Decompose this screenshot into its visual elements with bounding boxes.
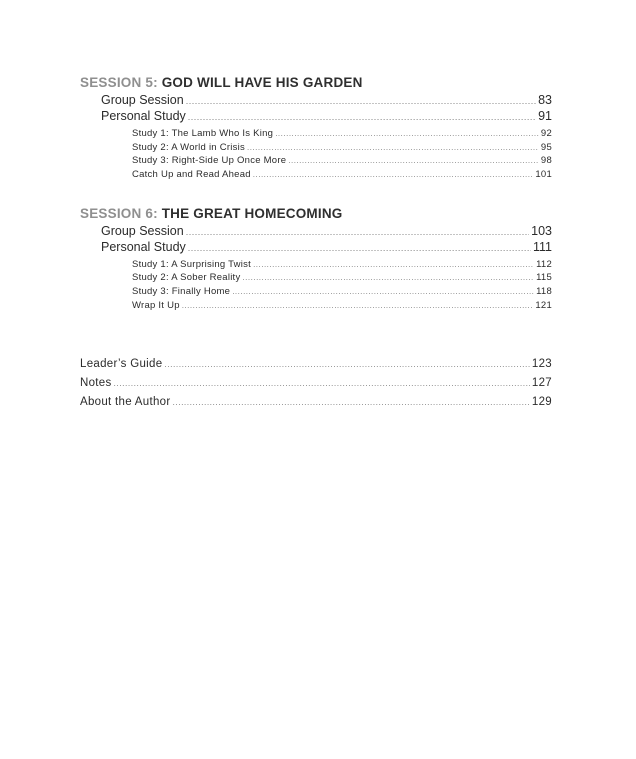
toc-entry-page: 91 bbox=[538, 109, 552, 123]
toc-entry-page: 123 bbox=[531, 357, 552, 370]
dot-leader bbox=[242, 271, 534, 285]
toc-entry-label: Study 2: A World in Crisis bbox=[132, 141, 245, 153]
toc-study-entry[interactable] bbox=[80, 299, 552, 313]
toc-study-entry[interactable] bbox=[80, 258, 552, 272]
toc-entry[interactable] bbox=[80, 108, 552, 124]
toc-entry-page: 103 bbox=[531, 223, 552, 238]
toc-study-entry[interactable] bbox=[80, 141, 552, 155]
toc-entry-page: 121 bbox=[535, 299, 552, 311]
toc-back-matter-entry[interactable] bbox=[80, 374, 552, 393]
toc-back-matter-entry[interactable] bbox=[80, 355, 552, 374]
dot-leader bbox=[182, 299, 534, 313]
toc-entry[interactable] bbox=[80, 92, 552, 108]
toc-entry-label: Study 1: A Surprising Twist bbox=[132, 258, 252, 270]
toc-entry-page: 112 bbox=[536, 258, 552, 270]
toc-entry-page: 127 bbox=[531, 376, 552, 389]
toc-study-entry[interactable] bbox=[80, 168, 552, 182]
toc-entry-page: 92 bbox=[540, 128, 552, 139]
toc-entry-page: 83 bbox=[538, 93, 552, 107]
toc-entry-label: About the Author bbox=[80, 396, 171, 409]
dot-leader bbox=[172, 393, 529, 412]
dot-leader bbox=[253, 258, 534, 272]
toc-entry-label: Study 2: A Sober Reality bbox=[132, 272, 241, 284]
dot-leader bbox=[164, 355, 529, 374]
session-5-title: GOD WILL HAVE HIS GARDEN bbox=[161, 75, 363, 90]
dot-leader bbox=[188, 239, 531, 256]
toc-entry-label: Personal Study bbox=[101, 109, 186, 123]
session-6-title: THE GREAT HOMECOMING bbox=[161, 205, 343, 221]
dot-leader bbox=[288, 154, 539, 168]
toc-entry-label: Personal Study bbox=[101, 239, 186, 254]
toc-entry-label: Leader’s Guide bbox=[80, 357, 163, 370]
toc-entry-page: 98 bbox=[540, 155, 552, 167]
toc-entry-label: Study 3: Finally Home bbox=[132, 286, 231, 298]
toc-study-entry[interactable] bbox=[80, 285, 552, 299]
toc-entry-label: Group Session bbox=[101, 93, 184, 107]
toc-back-matter-entry[interactable] bbox=[80, 393, 552, 412]
dot-leader bbox=[232, 285, 534, 299]
toc-entry-label: Study 1: The Lamb Who Is King bbox=[132, 128, 274, 139]
toc-entry-page: 101 bbox=[535, 169, 552, 181]
toc-entry-page: 111 bbox=[532, 239, 552, 254]
table-of-contents bbox=[80, 74, 552, 412]
dot-leader bbox=[186, 223, 529, 240]
dot-leader bbox=[247, 141, 539, 155]
dot-leader bbox=[275, 127, 539, 141]
toc-entry-page: 115 bbox=[536, 272, 552, 284]
toc-study-entry[interactable] bbox=[80, 127, 552, 141]
toc-entry-page: 118 bbox=[536, 286, 552, 298]
toc-entry-page: 95 bbox=[540, 141, 552, 153]
session-5-heading bbox=[80, 74, 552, 92]
toc-entry-label: Catch Up and Read Ahead bbox=[132, 169, 251, 181]
toc-entry[interactable] bbox=[80, 223, 552, 239]
session-6-number: SESSION 6: bbox=[80, 205, 158, 221]
dot-leader bbox=[253, 168, 534, 182]
session-6-heading bbox=[80, 205, 552, 223]
toc-study-entry[interactable] bbox=[80, 271, 552, 285]
toc-entry-label: Notes bbox=[80, 376, 112, 389]
toc-entry[interactable] bbox=[80, 239, 552, 255]
session-5-number: SESSION 5: bbox=[80, 75, 158, 90]
toc-entry-label: Wrap It Up bbox=[132, 299, 180, 311]
toc-study-entry[interactable] bbox=[80, 154, 552, 168]
dot-leader bbox=[188, 108, 536, 125]
dot-leader bbox=[114, 374, 530, 393]
toc-entry-label: Group Session bbox=[101, 223, 184, 238]
toc-entry-page: 129 bbox=[531, 396, 552, 409]
dot-leader bbox=[186, 92, 536, 109]
toc-entry-label: Study 3: Right-Side Up Once More bbox=[132, 155, 287, 167]
